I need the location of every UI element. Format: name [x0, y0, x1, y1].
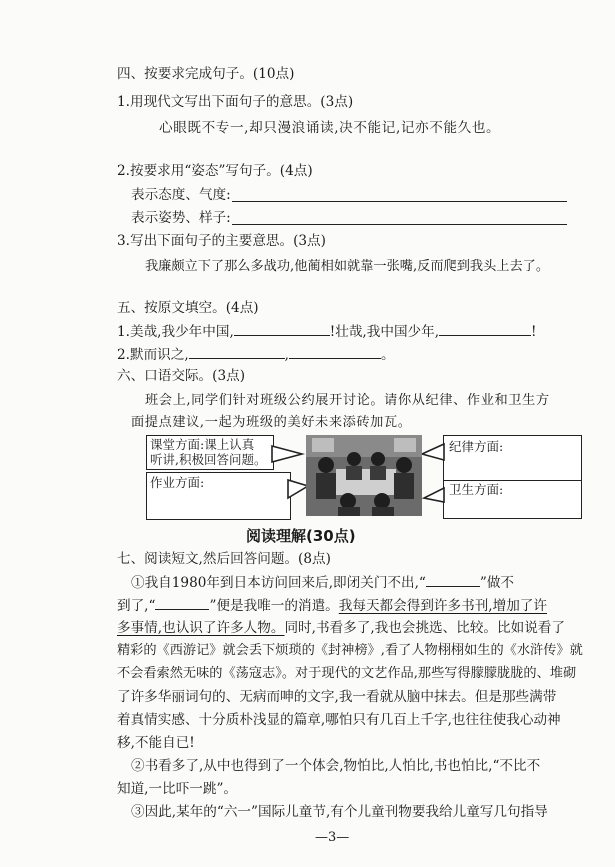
bubble-classroom: [146, 435, 274, 470]
q6-intro-line-1: 班会上,同学们针对班级公约展开讨论。请你从纪律、作业和卫生方: [145, 393, 550, 408]
classroom-photo: [306, 435, 422, 516]
p1-l1-a: ①我自1980年到日本访问回来后,即闭关门不出,“: [131, 575, 426, 591]
q4-s3-prompt: 3.写出下面句子的主要意思。(3点): [117, 233, 326, 249]
q5-blank-3[interactable]: [189, 345, 285, 359]
students-illustration: [306, 435, 422, 516]
q4-s1-prompt: 1.用现代文写出下面句子的意思。(3点): [117, 94, 354, 110]
passage-blank-1[interactable]: [426, 573, 480, 587]
q4-s3-sentence: 我廉颇立下了那么多战功,他蔺相如就靠一张嘴,反而爬到我头上去了。: [145, 259, 550, 274]
q4-s2-answer-line-b[interactable]: [232, 224, 567, 225]
q5-line-2: [117, 345, 395, 364]
q4-s2-prompt: 2.按要求用“姿态”写句子。(4点): [117, 163, 313, 179]
p1-l2-underlined-2: 增加了许: [492, 598, 547, 614]
bubble-pointers-right: [420, 438, 446, 508]
q5-line-1: [117, 322, 537, 341]
passage-p1-line-6: 了许多华丽词句的、无病而呻的文字,我一看就从脑中抹去。但是那些满带: [117, 689, 557, 705]
p1-l2-underlined: 我每天都会得到许多书刊,: [338, 598, 493, 614]
q5-heading: 五、按原文填空。(4点): [117, 300, 259, 316]
q4-s2-label-b: 表示姿势、样子:: [131, 210, 231, 226]
passage-p1-line-1: [131, 573, 514, 592]
p1-l1-b: ”做不: [479, 575, 515, 591]
q5-l2-text-c: 。: [381, 347, 395, 363]
bubble-hygiene-label: 卫生方面:: [449, 482, 504, 497]
passage-p2-line-1: ②书看多了,从中也得到了一个体会,物怕比,人怕比,书也怕比,“不比不: [131, 758, 541, 774]
q6-heading: 六、口语交际。(3点): [117, 368, 246, 384]
bubble-discipline[interactable]: [443, 435, 582, 482]
bubble-pointers-left: [270, 440, 310, 510]
passage-p3-line-1: ③因此,某年的“六一”国际儿童节,有个儿童刊物要我给儿童写几句指导: [131, 804, 548, 820]
q4-s2-label-a: 表示态度、气度:: [131, 187, 231, 203]
bubble-discipline-label: 纪律方面:: [449, 439, 504, 454]
passage-p2-line-2: 知道,一比吓一跳”。: [117, 781, 238, 797]
passage-p1-line-3: [117, 619, 565, 637]
p1-l3-b: 同时,书看多了,我也会挑选、比较。比如说看了: [284, 620, 565, 636]
p1-l2-a: 到了,“: [117, 598, 156, 614]
q5-blank-2[interactable]: [439, 322, 531, 336]
q5-l1-text-c: !: [531, 324, 537, 340]
passage-p1-line-8: 移,不能自已!: [117, 735, 195, 751]
passage-p1-line-5: 不会看索然无味的《荡寇志》。对于现代的文艺作品,那些写得朦朦胧胧的、堆砌: [117, 666, 577, 681]
bubble-hygiene[interactable]: [443, 480, 582, 519]
q4-s1-sentence: 心眼既不专一,却只漫浪诵读,决不能记,记亦不能久也。: [159, 120, 501, 136]
q5-l2-text-b: ,: [284, 347, 289, 363]
q4-heading: 四、按要求完成句子。(10点): [117, 66, 295, 82]
q6-intro-line-2: 面提点建议,一起为班级的美好未来添砖加瓦。: [131, 415, 412, 430]
reading-section-title: 阅读理解(30点): [246, 527, 356, 545]
page-number: —3—: [315, 830, 350, 845]
q5-blank-1[interactable]: [234, 322, 330, 336]
passage-blank-2[interactable]: [155, 596, 209, 610]
p1-l3-underlined: 多事情,也认识了许多人物。: [117, 620, 285, 636]
q7-heading: 七、阅读短文,然后回答问题。(8点): [117, 551, 331, 567]
passage-p1-line-7: 着真情实感、十分质朴浅显的篇章,哪怕只有几百上千字,也往往使我心动神: [117, 712, 561, 728]
passage-p1-line-2: [117, 596, 547, 615]
q4-s2-answer-line-a[interactable]: [232, 201, 567, 202]
q5-l1-text-b: !壮哉,我中国少年,: [329, 324, 440, 340]
q5-blank-4[interactable]: [289, 345, 381, 359]
q5-l1-text-a: 1.美哉,我少年中国,: [117, 324, 234, 340]
bubble-homework-label: 作业方面:: [150, 475, 205, 490]
p1-l2-b: ”便是我唯一的消遣。: [209, 598, 339, 614]
bubble-classroom-line-2: 听讲,积极回答问题。: [150, 452, 267, 467]
q5-l2-text-a: 2.默而识之,: [117, 347, 189, 363]
passage-p1-line-4: 精彩的《西游记》就会丢下烦琐的《封神榜》,看了人物栩栩如生的《水浒传》就: [117, 643, 583, 658]
bubble-classroom-line-1: 课堂方面:课上认真: [150, 437, 255, 452]
